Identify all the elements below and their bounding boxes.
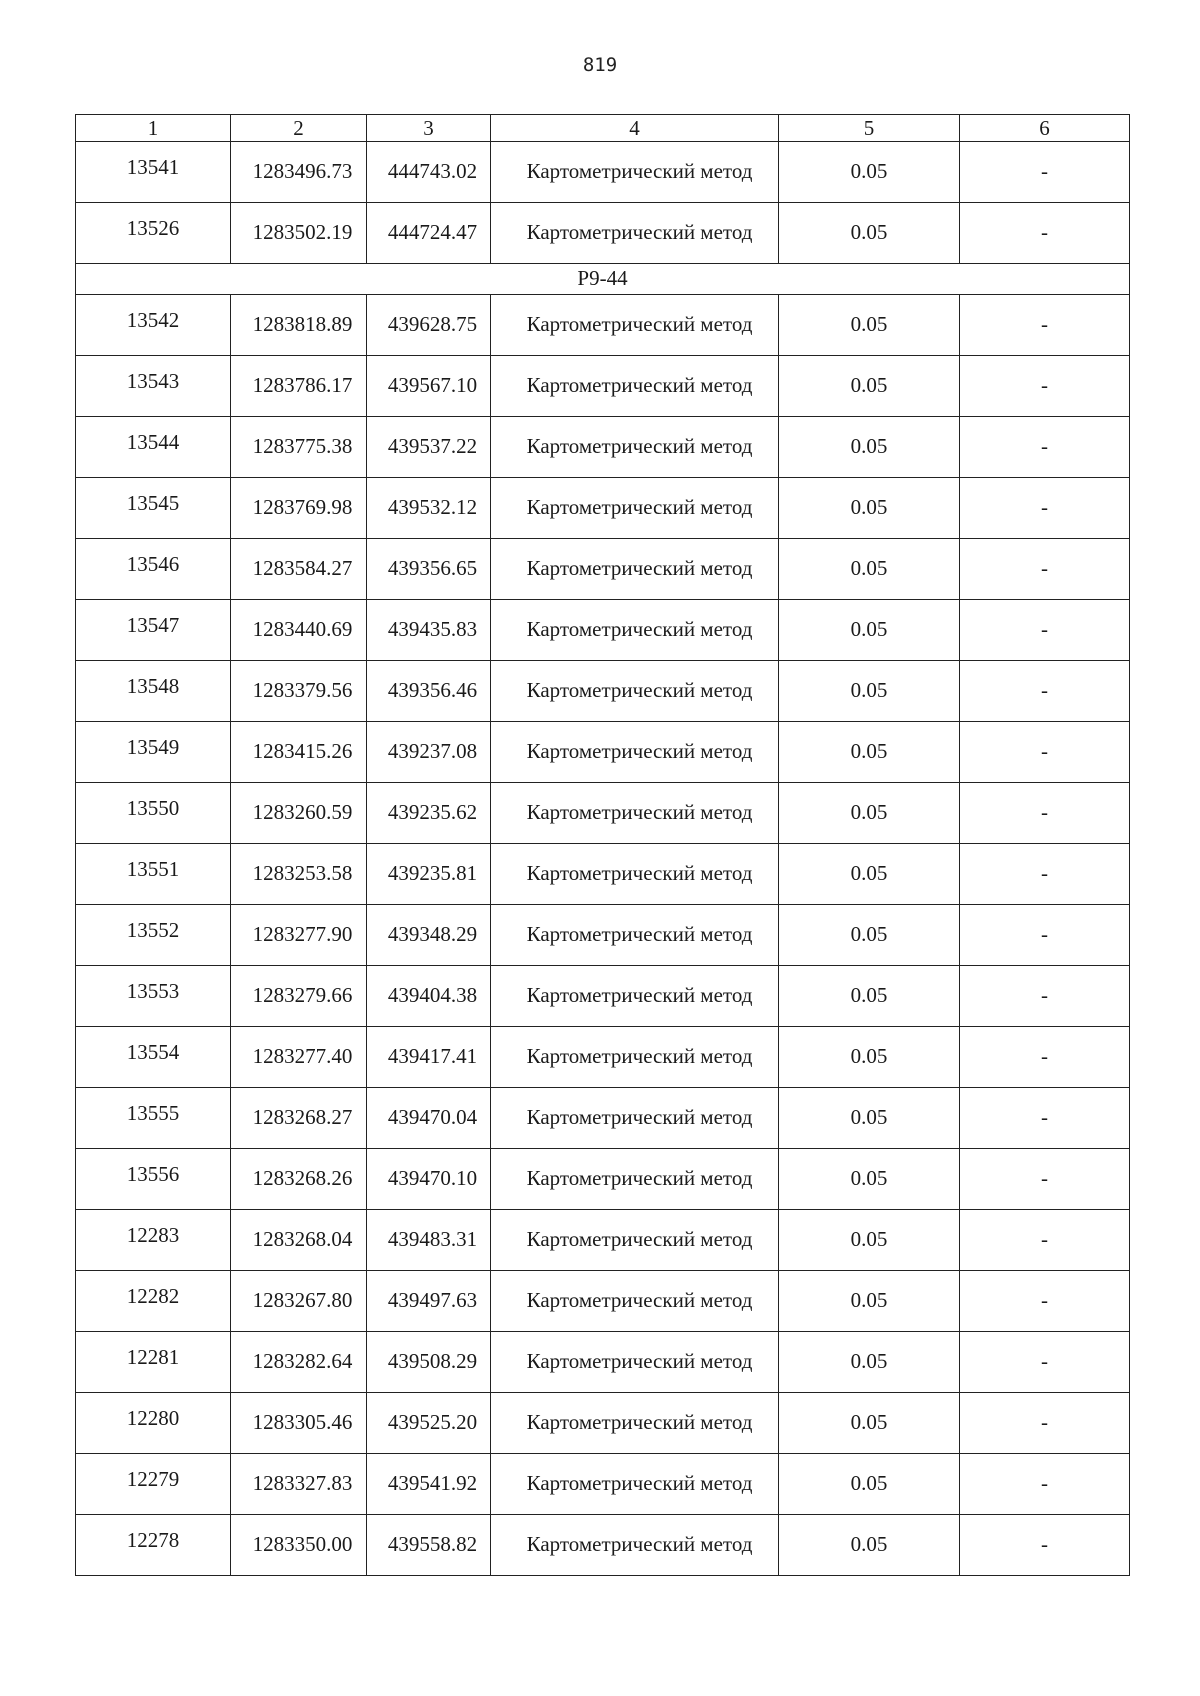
table-body [76,115,1130,1576]
point-number: 13547 [126,613,180,638]
x-coordinate-cell: 1283769.98 [231,478,367,539]
table-row [76,356,1130,417]
column-header: 1 [76,115,231,142]
point-cell [76,1332,231,1393]
method-cell: Картометрический метод [491,203,779,264]
column-header: 4 [491,115,779,142]
point-cell [76,661,231,722]
x-coordinate-cell: 1283502.19 [231,203,367,264]
note-cell: - [960,1210,1130,1271]
note-cell: - [960,661,1130,722]
note-cell: - [960,1271,1130,1332]
y-coordinate-cell: 444724.47 [367,203,491,264]
x-coordinate-cell: 1283440.69 [231,600,367,661]
y-coordinate-cell: 439525.20 [367,1393,491,1454]
note-cell: - [960,1088,1130,1149]
accuracy-cell: 0.05 [779,142,960,203]
point-cell [76,356,231,417]
group-row [76,264,1130,295]
accuracy-cell: 0.05 [779,478,960,539]
table-row [76,1027,1130,1088]
table-row [76,1454,1130,1515]
accuracy-cell: 0.05 [779,1454,960,1515]
table-row [76,417,1130,478]
coordinates-table [75,114,1130,1576]
method-cell: Картометрический метод [491,1149,779,1210]
x-coordinate-cell: 1283268.04 [231,1210,367,1271]
method-cell: Картометрический метод [491,1332,779,1393]
column-header: 2 [231,115,367,142]
method-cell: Картометрический метод [491,1027,779,1088]
note-cell: - [960,905,1130,966]
note-cell: - [960,722,1130,783]
method-cell: Картометрический метод [491,539,779,600]
x-coordinate-cell: 1283818.89 [231,295,367,356]
point-cell [76,600,231,661]
accuracy-cell: 0.05 [779,1210,960,1271]
y-coordinate-cell: 439537.22 [367,417,491,478]
table-row [76,142,1130,203]
point-number: 13550 [126,796,180,821]
note-cell: - [960,295,1130,356]
x-coordinate-cell: 1283415.26 [231,722,367,783]
table-row [76,1393,1130,1454]
y-coordinate-cell: 439483.31 [367,1210,491,1271]
table-row [76,295,1130,356]
point-cell [76,1149,231,1210]
point-number: 12282 [126,1284,180,1309]
y-coordinate-cell: 439235.81 [367,844,491,905]
point-number: 13553 [126,979,180,1004]
point-number: 12280 [126,1406,180,1431]
note-cell: - [960,1515,1130,1576]
x-coordinate-cell: 1283379.56 [231,661,367,722]
note-cell: - [960,539,1130,600]
y-coordinate-cell: 439356.65 [367,539,491,600]
point-number: 12281 [126,1345,180,1370]
y-coordinate-cell: 439532.12 [367,478,491,539]
point-cell [76,1454,231,1515]
x-coordinate-cell: 1283584.27 [231,539,367,600]
accuracy-cell: 0.05 [779,1149,960,1210]
accuracy-cell: 0.05 [779,844,960,905]
point-cell [76,905,231,966]
table-row [76,1271,1130,1332]
method-cell: Картометрический метод [491,661,779,722]
y-coordinate-cell: 439558.82 [367,1515,491,1576]
note-cell: - [960,203,1130,264]
table-row [76,722,1130,783]
table-row [76,1088,1130,1149]
point-cell [76,783,231,844]
method-cell: Картометрический метод [491,478,779,539]
y-coordinate-cell: 439348.29 [367,905,491,966]
point-number: 13541 [126,155,180,180]
table-row [76,1515,1130,1576]
point-cell [76,1027,231,1088]
accuracy-cell: 0.05 [779,539,960,600]
point-cell [76,539,231,600]
note-cell: - [960,478,1130,539]
y-coordinate-cell: 439237.08 [367,722,491,783]
table-row [76,1332,1130,1393]
y-coordinate-cell: 439567.10 [367,356,491,417]
x-coordinate-cell: 1283496.73 [231,142,367,203]
point-number: 13556 [126,1162,180,1187]
accuracy-cell: 0.05 [779,600,960,661]
x-coordinate-cell: 1283282.64 [231,1332,367,1393]
method-cell: Картометрический метод [491,905,779,966]
y-coordinate-cell: 439497.63 [367,1271,491,1332]
method-cell: Картометрический метод [491,1271,779,1332]
accuracy-cell: 0.05 [779,356,960,417]
note-cell: - [960,1332,1130,1393]
note-cell: - [960,600,1130,661]
y-coordinate-cell: 439404.38 [367,966,491,1027]
x-coordinate-cell: 1283268.26 [231,1149,367,1210]
y-coordinate-cell: 444743.02 [367,142,491,203]
accuracy-cell: 0.05 [779,203,960,264]
method-cell: Картометрический метод [491,600,779,661]
point-number: 13551 [126,857,180,882]
table-row [76,783,1130,844]
point-number: 13555 [126,1101,180,1126]
table-row [76,844,1130,905]
table-row [76,478,1130,539]
note-cell: - [960,1027,1130,1088]
x-coordinate-cell: 1283350.00 [231,1515,367,1576]
method-cell: Картометрический метод [491,1393,779,1454]
x-coordinate-cell: 1283277.90 [231,905,367,966]
table-row [76,1149,1130,1210]
table-header-row [76,115,1130,142]
point-cell [76,417,231,478]
note-cell: - [960,844,1130,905]
accuracy-cell: 0.05 [779,905,960,966]
note-cell: - [960,1149,1130,1210]
method-cell: Картометрический метод [491,1454,779,1515]
table-row [76,905,1130,966]
point-cell [76,722,231,783]
point-cell [76,1515,231,1576]
y-coordinate-cell: 439435.83 [367,600,491,661]
x-coordinate-cell: 1283775.38 [231,417,367,478]
accuracy-cell: 0.05 [779,1271,960,1332]
point-number: 13554 [126,1040,180,1065]
x-coordinate-cell: 1283268.27 [231,1088,367,1149]
note-cell: - [960,966,1130,1027]
method-cell: Картометрический метод [491,1210,779,1271]
method-cell: Картометрический метод [491,1088,779,1149]
column-header: 3 [367,115,491,142]
accuracy-cell: 0.05 [779,295,960,356]
point-number: 13548 [126,674,180,699]
point-number: 13526 [126,216,180,241]
point-number: 13549 [126,735,180,760]
point-cell [76,966,231,1027]
accuracy-cell: 0.05 [779,783,960,844]
y-coordinate-cell: 439235.62 [367,783,491,844]
y-coordinate-cell: 439356.46 [367,661,491,722]
note-cell: - [960,1393,1130,1454]
note-cell: - [960,1454,1130,1515]
group-label: Р9-44 [76,264,1130,295]
table-row [76,1210,1130,1271]
table-row [76,600,1130,661]
y-coordinate-cell: 439470.10 [367,1149,491,1210]
x-coordinate-cell: 1283277.40 [231,1027,367,1088]
point-number: 12283 [126,1223,180,1248]
y-coordinate-cell: 439541.92 [367,1454,491,1515]
table-row [76,661,1130,722]
table-row [76,539,1130,600]
accuracy-cell: 0.05 [779,661,960,722]
accuracy-cell: 0.05 [779,1088,960,1149]
x-coordinate-cell: 1283253.58 [231,844,367,905]
point-cell [76,142,231,203]
y-coordinate-cell: 439417.41 [367,1027,491,1088]
point-cell [76,1271,231,1332]
x-coordinate-cell: 1283267.80 [231,1271,367,1332]
accuracy-cell: 0.05 [779,1027,960,1088]
accuracy-cell: 0.05 [779,1393,960,1454]
method-cell: Картометрический метод [491,417,779,478]
table-row [76,203,1130,264]
point-number: 12279 [126,1467,180,1492]
point-number: 13543 [126,369,180,394]
x-coordinate-cell: 1283305.46 [231,1393,367,1454]
point-cell [76,844,231,905]
method-cell: Картометрический метод [491,783,779,844]
note-cell: - [960,356,1130,417]
point-number: 13546 [126,552,180,577]
accuracy-cell: 0.05 [779,417,960,478]
point-cell [76,1393,231,1454]
point-number: 13545 [126,491,180,516]
y-coordinate-cell: 439470.04 [367,1088,491,1149]
accuracy-cell: 0.05 [779,1332,960,1393]
point-number: 12278 [126,1528,180,1553]
method-cell: Картометрический метод [491,1515,779,1576]
point-cell [76,295,231,356]
accuracy-cell: 0.05 [779,966,960,1027]
method-cell: Картометрический метод [491,966,779,1027]
accuracy-cell: 0.05 [779,1515,960,1576]
column-header: 6 [960,115,1130,142]
note-cell: - [960,142,1130,203]
point-cell [76,1088,231,1149]
method-cell: Картометрический метод [491,356,779,417]
y-coordinate-cell: 439508.29 [367,1332,491,1393]
method-cell: Картометрический метод [491,295,779,356]
note-cell: - [960,783,1130,844]
x-coordinate-cell: 1283279.66 [231,966,367,1027]
point-cell [76,478,231,539]
accuracy-cell: 0.05 [779,722,960,783]
table-row [76,966,1130,1027]
y-coordinate-cell: 439628.75 [367,295,491,356]
point-number: 13542 [126,308,180,333]
method-cell: Картометрический метод [491,142,779,203]
point-number: 13544 [126,430,180,455]
x-coordinate-cell: 1283786.17 [231,356,367,417]
method-cell: Картометрический метод [491,722,779,783]
page-number: 819 [582,54,618,76]
point-cell [76,1210,231,1271]
x-coordinate-cell: 1283327.83 [231,1454,367,1515]
note-cell: - [960,417,1130,478]
point-number: 13552 [126,918,180,943]
method-cell: Картометрический метод [491,844,779,905]
column-header: 5 [779,115,960,142]
x-coordinate-cell: 1283260.59 [231,783,367,844]
point-cell [76,203,231,264]
